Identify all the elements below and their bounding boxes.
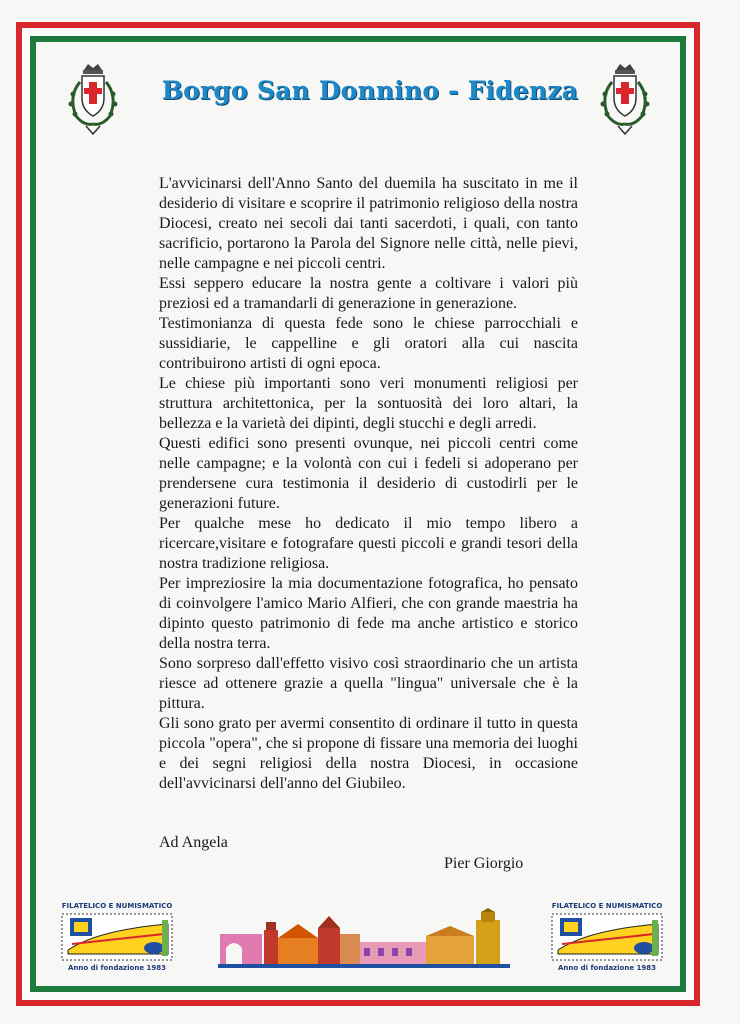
stamp-top-text: FILATELICO E NUMISMATICO xyxy=(551,902,663,910)
paragraph: Essi seppero educare la nostra gente a coltivare i valori più preziosi ed a tramandarli di generazione in generazione. xyxy=(159,275,578,312)
philatelic-club-stamp-icon xyxy=(58,900,176,976)
letter-body xyxy=(159,174,578,794)
paragraph: Gli sono grato per avermi consentito di ordinare il tutto in questa piccola "opera", che si propone di fissare una memoria dei luoghi e dei segni religiosi della nostra Diocesi, in occasione dell'avvicinarsi dell'anno del Giubileo. xyxy=(159,715,578,792)
paragraph: Per impreziosire la mia documentazione fotografica, ho pensato di coinvolgere l'amico Mario Alfieri, che con grande maestria ha dipinto questo patrimonio di fede ma anche artistico e storico della nostra terra. xyxy=(159,575,578,652)
paragraph: Per qualche mese ho dedicato il mio tempo libero a ricercare,visitare e fotografare questi piccoli e grandi tesori della nostra tradizione religiosa. xyxy=(159,515,578,572)
town-crest-icon xyxy=(62,60,124,140)
paragraph: L'avvicinarsi dell'Anno Santo del duemila ha suscitato in me il desiderio di visitare e scoprire il patrimonio religioso della nostra Diocesi, creato nei secoli dai tanti sacerdoti, i quali, con tanto sacrificio, portarono la Parola del Signore nelle città, nelle pievi, nelle campagne e nei piccoli centri. xyxy=(159,175,578,272)
dedication: Ad Angela xyxy=(159,834,228,851)
paragraph: Questi edifici sono presenti ovunque, nei piccoli centri come nelle campagne; e la volontà con cui i fedeli si adoperano per prendersene cura testimonia il desiderio di custodirli per le generazioni future. xyxy=(159,435,578,512)
town-skyline-icon xyxy=(218,908,510,968)
signature: Pier Giorgio xyxy=(444,855,524,872)
paragraph: Sono sorpreso dall'effetto visivo così straordinario che un artista riesce ad ottenere grazie a quella "lingua" universale che è la pittura. xyxy=(159,655,578,712)
page-title: Borgo San Donnino - Fidenza xyxy=(161,76,579,105)
stamp-bottom-text: Anno di fondazione 1983 xyxy=(558,964,656,972)
stamp-top-text: FILATELICO E NUMISMATICO xyxy=(61,902,173,910)
stamp-bottom-text: Anno di fondazione 1983 xyxy=(68,964,166,972)
paragraph: Testimonianza di questa fede sono le chiese parrocchiali e sussidiarie, le cappelline e gli oratori alla cui nascita contribuirono artisti di ogni epoca. xyxy=(159,315,578,372)
philatelic-club-stamp-icon xyxy=(548,900,666,976)
paragraph: Le chiese più importanti sono veri monumenti religiosi per struttura architettonica, per la sontuosità dei loro altari, la bellezza e la varietà dei dipinti, degli stucchi e degli arredi. xyxy=(159,375,578,432)
town-crest-icon xyxy=(594,60,656,140)
